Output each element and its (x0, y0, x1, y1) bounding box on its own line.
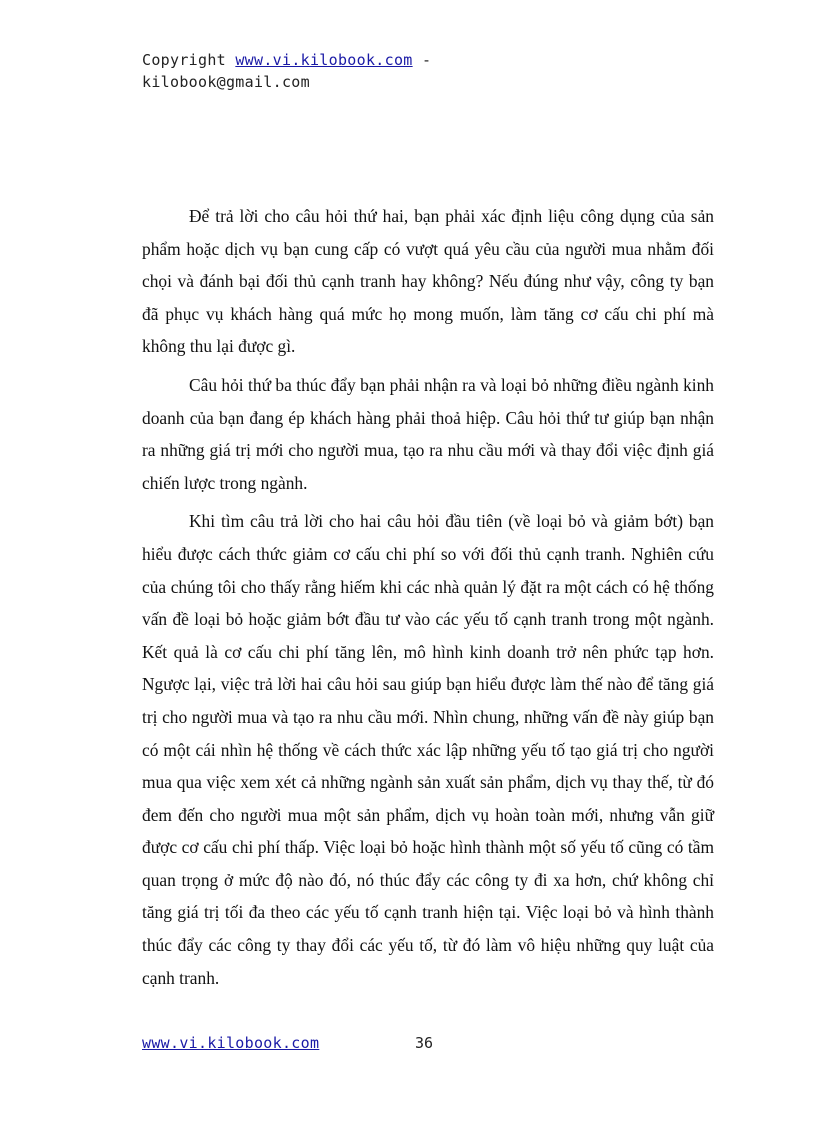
paragraph-2: Câu hỏi thứ ba thúc đẩy bạn phải nhận ra và loại bỏ những điều ngành kinh doanh của bạn đang ép khách hàng phải thoả hiệp. Câu hỏi thứ tư giúp bạn nhận ra những giá trị mới cho người mua, tạo ra nhu cầu mới và thay đổi việc định giá chiến lược trong ngành. (142, 374, 714, 493)
document-body (142, 200, 714, 1000)
header-email: kilobook@gmail.com (142, 73, 310, 91)
header-separator: - (421, 51, 432, 69)
paragraph-3: Khi tìm câu trả lời cho hai câu hỏi đầu tiên (về loại bỏ và giảm bớt) bạn hiểu được cách thức giảm cơ cấu chi phí so với đối thủ cạnh tranh. Nghiên cứu của chúng tôi cho thấy rằng hiếm khi các nhà quản lý đặt ra một cách có hệ thống vấn đề loại bỏ hoặc giảm bớt đầu tư vào các yếu tố cạnh tranh trong một ngành. Kết quả là cơ cấu chi phí tăng lên, mô hình kinh doanh trở nên phức tạp hơn. Ngược lại, việc trả lời hai câu hỏi sau giúp bạn hiểu được làm thế nào để tăng giá trị cho người mua và tạo ra nhu cầu mới. Nhìn chung, những vấn đề này giúp bạn có một cái nhìn hệ thống về cách thức xác lập những yếu tố tạo giá trị cho người mua qua việc xem xét cả những ngành sản xuất sản phẩm, dịch vụ thay thế, từ đó đem đến cho người mua một sản phẩm, dịch vụ hoàn toàn mới, nhưng vẫn giữ được cơ cấu chi phí thấp. Việc loại bỏ hoặc hình thành một số yếu tố cũng có tầm quan trọng ở mức độ nào đó, nó thúc đẩy các công ty đi xa hơn, chứ không chỉ tăng giá trị tối đa theo các yếu tố cạnh tranh hiện tại. Việc loại bỏ và hình thành thúc đẩy các công ty thay đổi các yếu tố, từ đó làm vô hiệu những quy luật của cạnh tranh. (142, 511, 714, 988)
copyright-line (142, 49, 431, 71)
copyright-label: Copyright (142, 51, 226, 69)
paragraph-1: Để trả lời cho câu hỏi thứ hai, bạn phải xác định liệu công dụng của sản phẩm hoặc dịch vụ bạn cung cấp có vượt quá yêu cầu của người mua nhằm đối chọi và đánh bại đối thủ cạnh tranh hay không? Nếu đúng như vậy, công ty bạn đã phục vụ khách hàng quá mức họ mong muốn, làm tăng cơ cấu chi phí mà không thu lại được gì. (142, 206, 714, 357)
footer-site-link[interactable]: www.vi.kilobook.com (142, 1034, 320, 1052)
page-number: 36 (415, 1034, 434, 1052)
page-header (142, 49, 431, 93)
header-site-link[interactable]: www.vi.kilobook.com (235, 51, 413, 69)
page-footer (142, 1032, 319, 1054)
